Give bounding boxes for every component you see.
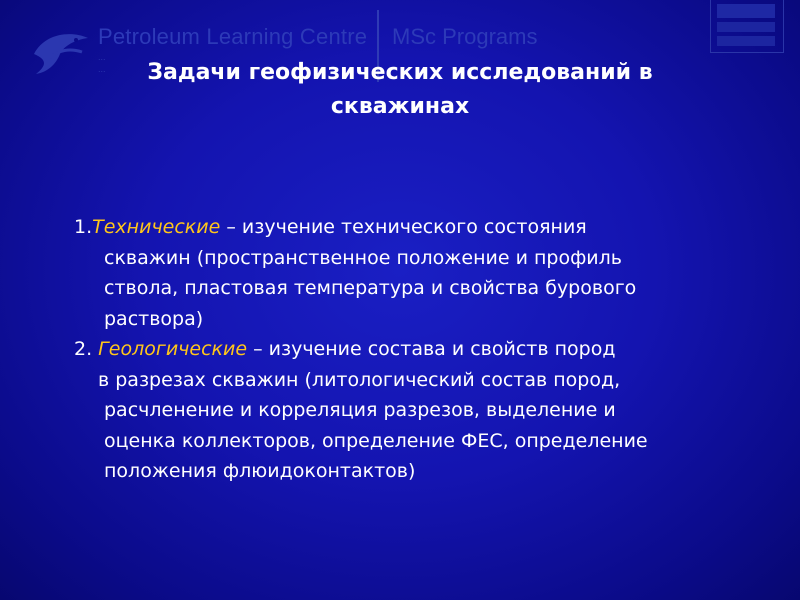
slide-title-line-1: Задачи геофизических исследований в [147, 60, 653, 85]
list-item-1-line-1 [74, 212, 754, 243]
item-number: 2. [74, 338, 99, 360]
list-item-1-line-3: ствола, пластовая температура и свойства бурового [104, 277, 637, 299]
list-item-1-line-4: раствора) [104, 307, 204, 330]
programs-label: MSc Programs [392, 24, 538, 49]
list-item-2-line-4: оценка коллекторов, определение ФЕС, определение [104, 429, 648, 452]
list-item-2-line-3: расчленение и корреляция разрезов, выделение и [104, 399, 616, 421]
org-subtitle-2: ... [98, 64, 106, 74]
item-number: 1. [74, 216, 93, 238]
list-item-2-line-5: положения флюидоконтактов) [104, 460, 416, 482]
list-item-2-line-1 [74, 334, 754, 365]
slide-title [120, 56, 680, 124]
item-text: – изучение состава и свойств пород [247, 338, 616, 360]
slide-title-line-2: скважинах [330, 94, 470, 119]
item-text: – изучение технического состояния [220, 216, 587, 238]
badge-icon [710, 0, 784, 53]
slide-body [74, 212, 754, 487]
fish-logo-icon [30, 24, 92, 80]
list-item-2-line-2: в разрезах скважин (литологический состав пород, [98, 368, 621, 391]
list-item-1-line-2: скважин (пространственное положение и профиль [104, 246, 623, 269]
term-technical: Технические [92, 216, 221, 238]
term-geological: Геологические [98, 338, 248, 360]
org-subtitle: ... [98, 52, 106, 62]
org-name: Petroleum Learning Centre [98, 24, 368, 49]
